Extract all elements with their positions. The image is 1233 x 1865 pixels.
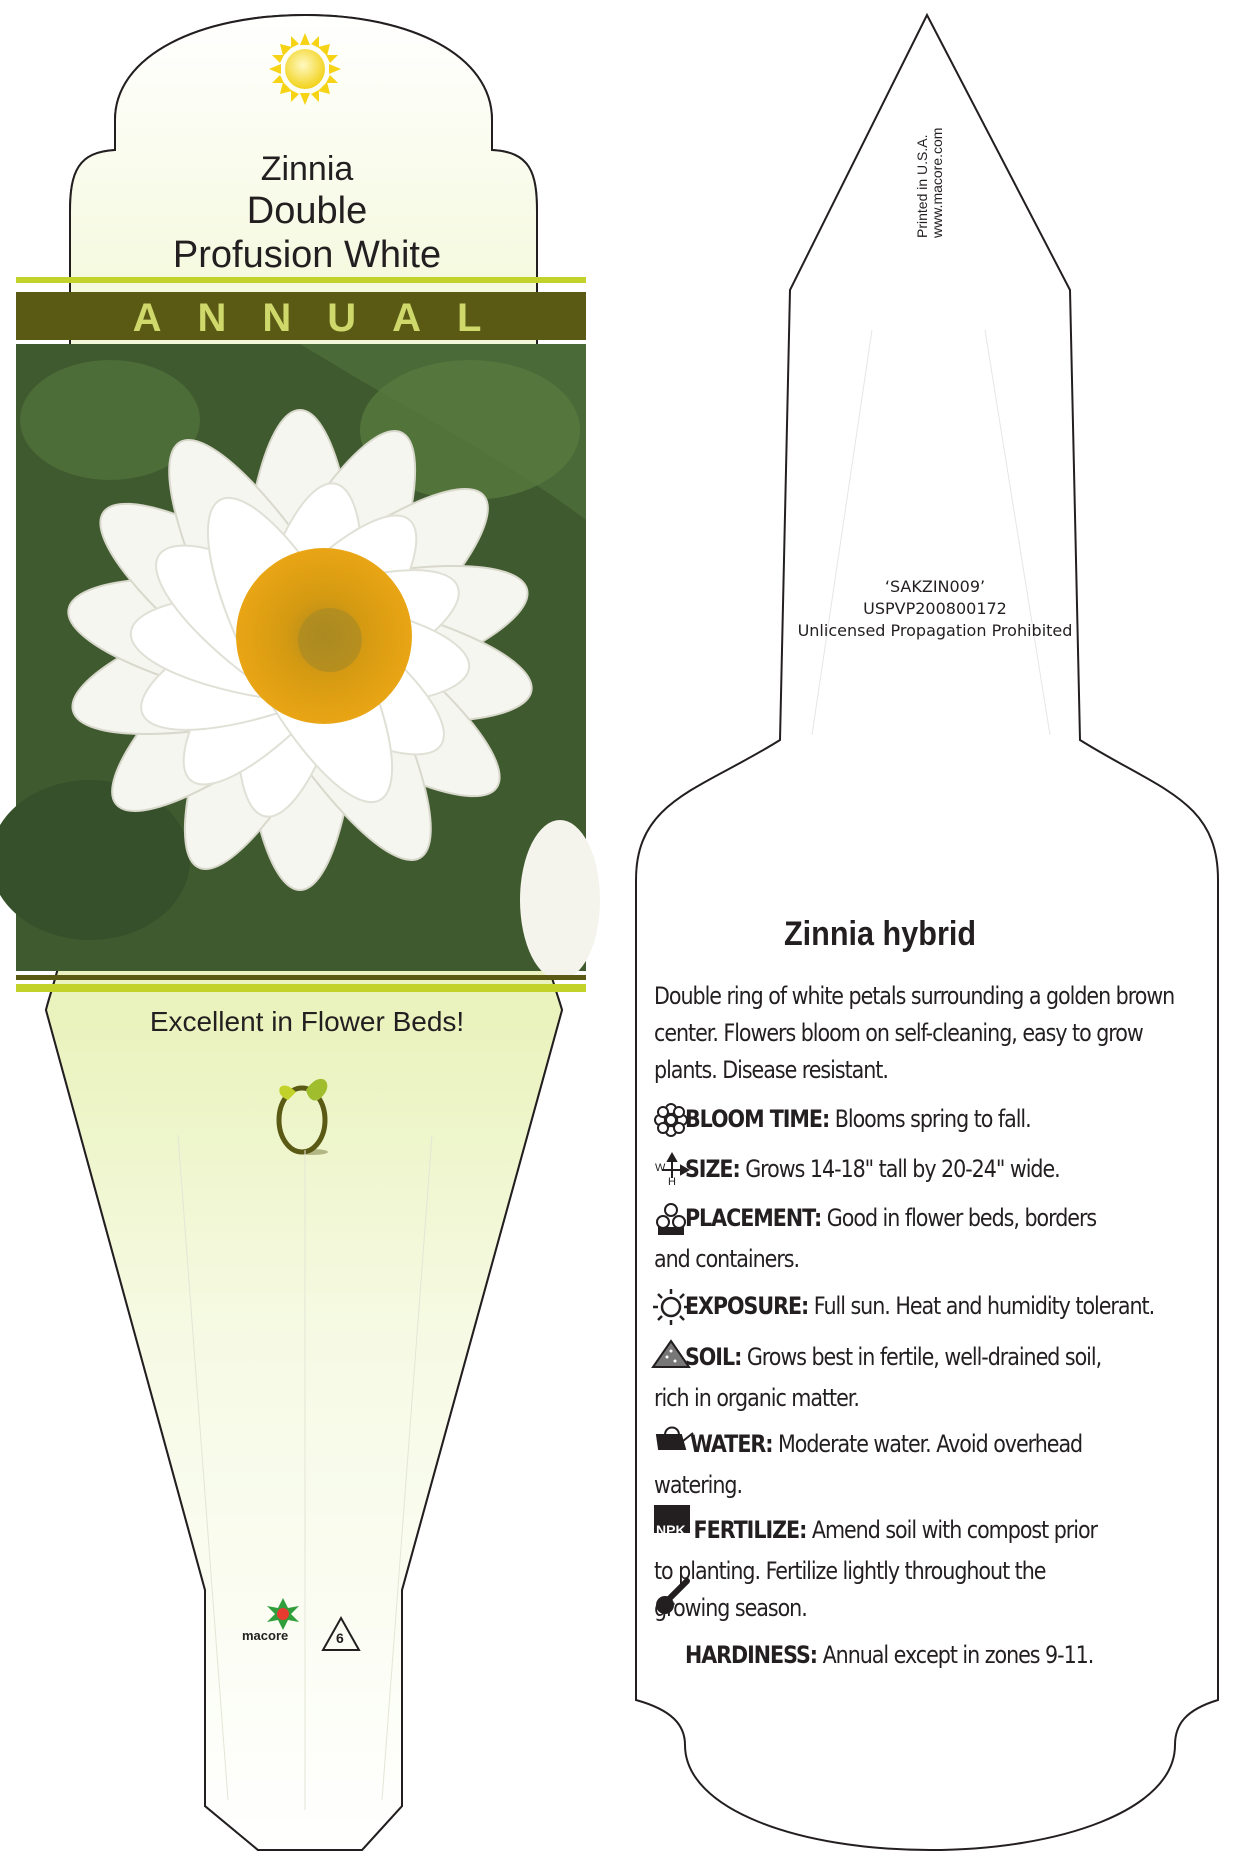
variety-name	[16, 189, 598, 277]
accent-rule-light	[16, 984, 586, 992]
care-label: BLOOM TIME:	[684, 1105, 830, 1133]
size-icon-w: W	[655, 1162, 666, 1174]
brand-name: macore	[242, 1628, 289, 1643]
recycle-code: 6	[336, 1630, 344, 1646]
flower-icon	[654, 1105, 685, 1142]
care-size	[654, 1151, 1196, 1192]
pvp-number: USPVP200800172	[863, 599, 1007, 618]
care-text: Full sun. Heat and humidity tolerant.	[808, 1292, 1155, 1320]
care-placement	[654, 1200, 1118, 1278]
propagation-notice: Unlicensed Propagation Prohibited	[797, 621, 1073, 640]
care-text: Annual except in zones 9-11.	[817, 1641, 1094, 1669]
care-label: SOIL:	[684, 1343, 742, 1371]
care-text: Moderate water. Avoid overhead watering.	[654, 1430, 1083, 1499]
sun-icon	[654, 1292, 685, 1329]
variety-line-1: Double	[246, 190, 368, 232]
accent-rule	[16, 277, 586, 283]
flower-photo	[0, 344, 600, 980]
care-hardiness	[654, 1637, 1196, 1678]
npk-label: NPK	[656, 1522, 686, 1538]
care-label: WATER:	[690, 1430, 773, 1458]
placement-icon	[654, 1204, 685, 1241]
printed-notice	[915, 98, 945, 238]
variety-line-2: Profusion White	[172, 234, 442, 276]
plant-name: Zinnia	[260, 150, 354, 188]
care-text: Grows best in fertile, well-drained soil, rich in organic matter.	[654, 1343, 1102, 1412]
care-text: Amend soil with compost prior to planting. Fertilize lightly throughout the growing season.	[654, 1516, 1098, 1622]
description: Double ring of white petals surrounding a golden brown center. Flowers bloom on self-cleaning, easy to grow plants. Disease resistant.	[654, 982, 1175, 1084]
website: www.macore.com	[929, 127, 945, 238]
care-label: PLACEMENT:	[684, 1204, 822, 1232]
care-text: Grows 14-18" tall by 20-24" wide.	[739, 1155, 1060, 1183]
care-bloom-time	[654, 1101, 1196, 1142]
care-label: EXPOSURE:	[684, 1292, 809, 1320]
watering-can-icon	[654, 1430, 690, 1467]
category-label: ANNUAL	[132, 296, 518, 340]
care-fertilize	[654, 1512, 1118, 1627]
care-text: Good in flower beds, borders and containers.	[654, 1204, 1097, 1273]
accent-rule-dark	[16, 975, 586, 980]
care-label: FERTILIZE:	[693, 1516, 807, 1544]
printed-in: Printed in U.S.A.	[914, 134, 930, 238]
care-label: SIZE:	[684, 1155, 740, 1183]
soil-icon	[654, 1343, 685, 1380]
thermometer-icon	[654, 1641, 685, 1678]
care-soil	[654, 1339, 1118, 1417]
tagline: Excellent in Flower Beds!	[149, 1006, 465, 1037]
cultivar-code: ‘SAKZIN009’	[884, 577, 986, 596]
care-label: HARDINESS:	[684, 1641, 818, 1669]
care-text: Blooms spring to fall.	[829, 1105, 1031, 1133]
scientific-name: Zinnia hybrid	[783, 915, 977, 953]
patent-info	[760, 576, 1110, 642]
care-exposure	[654, 1288, 1196, 1329]
size-icon-h: H	[668, 1176, 676, 1188]
care-water	[654, 1426, 1118, 1504]
